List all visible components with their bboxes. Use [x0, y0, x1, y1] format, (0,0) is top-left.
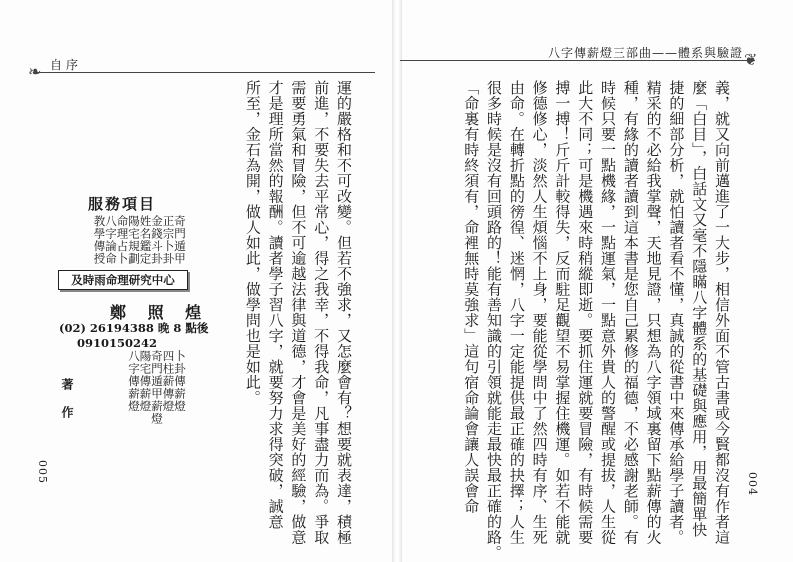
phone-line-1: (02) 26194388 晚 8 點後 [59, 321, 209, 335]
left-running-head: 自序 [50, 58, 83, 72]
services-list: 奇門遁甲 正宗卜卦 金錢斗卦 姓名鑑定 陽宅規劃 命理占卜 八字論命 教學傳授 [92, 214, 187, 265]
author-name: 鄭 照 煌 [110, 303, 210, 322]
right-running-head: 八字傳薪燈三部曲——體系與驗證 [547, 46, 743, 60]
author-works-label: 著 作 [60, 378, 74, 425]
right-page-number: 004 [746, 472, 759, 496]
flourish-ornament-icon: ❧ [28, 62, 42, 81]
left-body-text: 運的嚴格和不可改變。但若不強求，又怎麼會有？想要就表達，積極 前進，不要失去平常心，得之我幸，不得我命，凡事盡力而為。爭取 需要勇氣和冒險，但不可逾越法律與道德，才會是美好的經驗，做意 才是理所當然的報酬。讀者學子習八字，就要努力求得突破，誠意 所至，金石為開，做人如此，做學問也是如此。 [243, 80, 353, 545]
research-center-name: 及時雨命理研究中心 [58, 270, 188, 290]
left-header-rule [35, 72, 375, 73]
book-list: 卜卦傳薪燈 四柱薪傳燈 奇門遁甲薪燈 陽宅傳薪燈 八字傳薪燈 [127, 350, 187, 425]
flourish-ornament-icon: ❦ [744, 50, 758, 69]
services-title: 服務項目 [88, 195, 157, 213]
left-page-number: 005 [36, 460, 49, 484]
right-body-text: 義，就又向前邁進了一大步，相信外面不管古書或今賢都沒有作者這 麼「白目」，白話文又毫不隱瞞八字體系的基礎與應用，用最簡單快 捷的細部分析，就怕讀者看不懂，真誠的從書中來傳承給學子讀者。 精采的不必給我掌聲，天地見證，只想為八字領域裏留下點薪傳的火 種，有緣的讀者讀到這本書是您自己累修的福德，不必感謝老師。有 時候只要一點機緣，一點運氣，一點意外貴人的警醒或提拔，人生從 此大不同；可是機遇來時稍縱即逝。要抓住運就要冒險，有時候需要 搏一搏！斤斤計較得失，反而駐足觀望不易掌握住機運。如若不能就 修德修心，淡然人生煩惱不上身，要能從學問中了然四時有序、生死 由命。在轉折點的徬徨、迷惘，八字一定能提供最正確的抉擇；人生 很多時候是沒有回頭路的！能有善知識的引領就能走最快最正確的路。 「命裏有時終須有，命裡無時莫強求」這句宿命論會讓人誤會命 [462, 80, 731, 561]
right-header-rule [400, 60, 755, 61]
phone-line-2: 0910150242 [77, 336, 158, 350]
